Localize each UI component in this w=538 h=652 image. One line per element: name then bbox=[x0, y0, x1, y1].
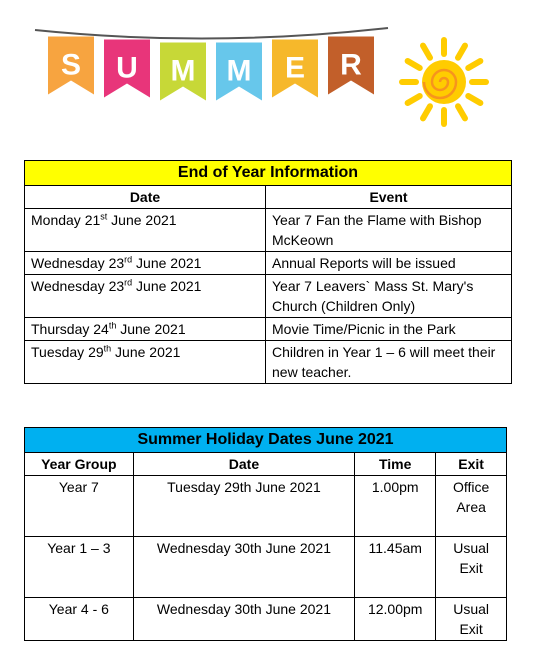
table-row bbox=[25, 537, 507, 598]
banner-flag bbox=[328, 37, 374, 95]
banner-letter: U bbox=[116, 51, 138, 85]
date-cell: Wednesday 30th June 2021 bbox=[133, 598, 355, 641]
event-date: Thursday 24th June 2021 bbox=[25, 318, 266, 341]
banner-flag bbox=[48, 37, 94, 95]
time-cell: 1.00pm bbox=[355, 476, 436, 537]
banner-letter: M bbox=[226, 54, 252, 88]
banner-letter: E bbox=[284, 51, 306, 85]
end-of-year-title: End of Year Information bbox=[25, 161, 512, 186]
table-row bbox=[25, 598, 507, 641]
col-header-event: Event bbox=[266, 186, 512, 209]
year-group-cell: Year 4 - 6 bbox=[25, 598, 134, 641]
time-cell: 11.45am bbox=[355, 537, 436, 598]
banner-letter: M bbox=[170, 54, 196, 88]
event-description: Year 7 Fan the Flame with Bishop McKeown bbox=[266, 209, 512, 252]
exit-cell: Usual Exit bbox=[436, 537, 507, 598]
event-description: Children in Year 1 – 6 will meet their new teacher. bbox=[266, 341, 512, 384]
banner-letter: R bbox=[340, 48, 362, 82]
event-date: Wednesday 23rd June 2021 bbox=[25, 275, 266, 318]
table-row bbox=[25, 275, 512, 318]
col-header-time: Time bbox=[355, 453, 436, 476]
sun-ray bbox=[408, 61, 420, 68]
date-cell: Wednesday 30th June 2021 bbox=[133, 537, 355, 598]
time-cell: 12.00pm bbox=[355, 598, 436, 641]
end-of-year-table bbox=[24, 160, 512, 384]
table-row bbox=[25, 341, 512, 384]
holiday-dates-table bbox=[24, 427, 507, 641]
summer-banner bbox=[30, 22, 390, 112]
col-header-year-group: Year Group bbox=[25, 453, 134, 476]
event-date: Wednesday 23rd June 2021 bbox=[25, 252, 266, 275]
sun-ray bbox=[423, 106, 430, 118]
sun-ray bbox=[423, 46, 430, 58]
sun-ray bbox=[468, 61, 480, 68]
exit-cell: Office Area bbox=[436, 476, 507, 537]
event-description: Year 7 Leavers` Mass St. Mary's Church (Children Only) bbox=[266, 275, 512, 318]
date-cell: Tuesday 29th June 2021 bbox=[133, 476, 355, 537]
year-group-cell: Year 1 – 3 bbox=[25, 537, 134, 598]
banner-flag bbox=[160, 43, 206, 101]
table-row bbox=[25, 476, 507, 537]
table-row bbox=[25, 252, 512, 275]
col-header-exit: Exit bbox=[436, 453, 507, 476]
table-row bbox=[25, 209, 512, 252]
sun-ray bbox=[458, 106, 465, 118]
sun-ray bbox=[468, 96, 480, 103]
event-date: Tuesday 29th June 2021 bbox=[25, 341, 266, 384]
event-description: Movie Time/Picnic in the Park bbox=[266, 318, 512, 341]
banner-letter: S bbox=[60, 48, 82, 82]
event-description: Annual Reports will be issued bbox=[266, 252, 512, 275]
col-header-date: Date bbox=[25, 186, 266, 209]
table-row bbox=[25, 318, 512, 341]
banner-flag bbox=[104, 40, 150, 98]
col-header-date: Date bbox=[133, 453, 355, 476]
sun-icon bbox=[398, 36, 490, 128]
exit-cell: Usual Exit bbox=[436, 598, 507, 641]
holiday-dates-title: Summer Holiday Dates June 2021 bbox=[25, 428, 507, 453]
sun-ray bbox=[458, 46, 465, 58]
year-group-cell: Year 7 bbox=[25, 476, 134, 537]
banner-flag bbox=[272, 40, 318, 98]
sun-ray bbox=[408, 96, 420, 103]
banner-flag bbox=[216, 43, 262, 101]
event-date: Monday 21st June 2021 bbox=[25, 209, 266, 252]
